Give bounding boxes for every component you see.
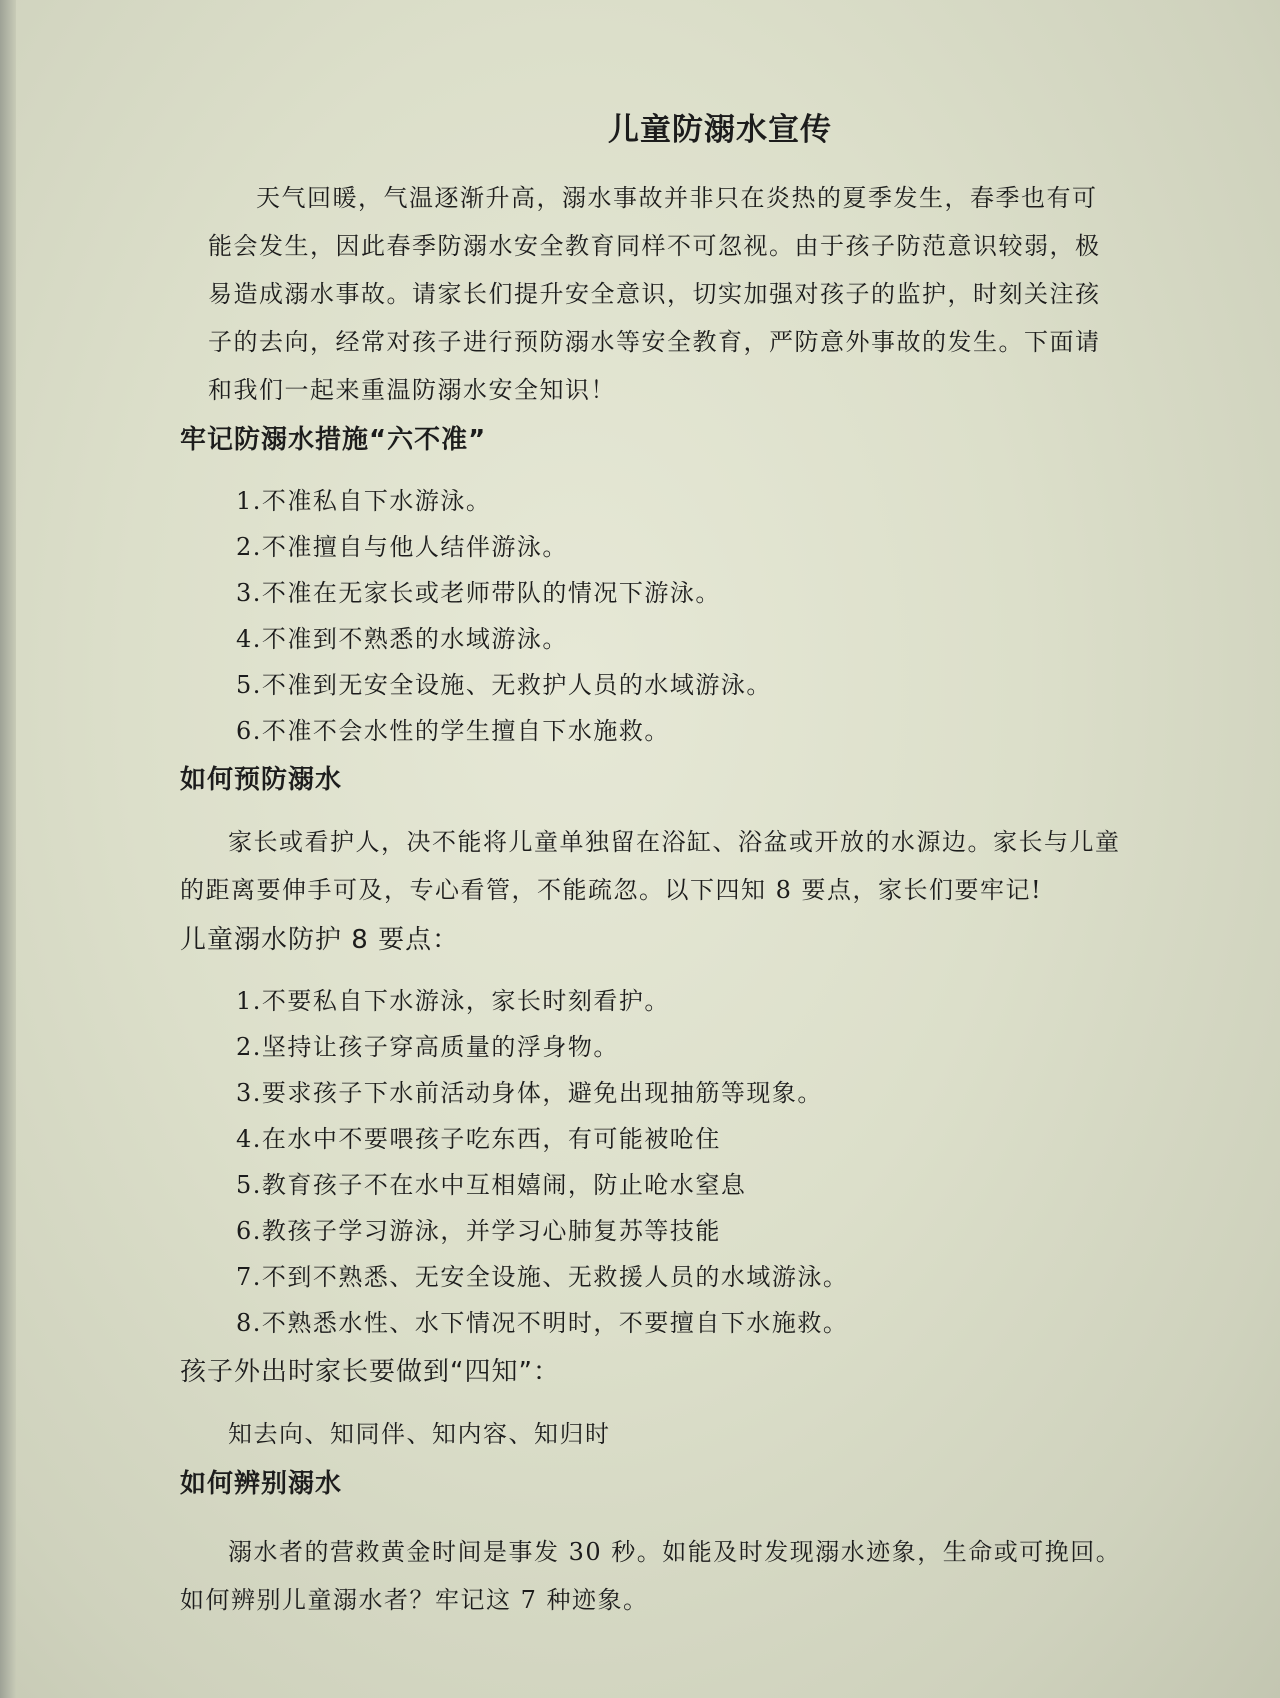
list-item: 7.不到不熟悉、无安全设施、无救援人员的水域游泳。: [236, 1263, 849, 1291]
four-knows-text: 知去向、知同伴、知内容、知归时: [228, 1420, 611, 1448]
section-heading-prevention: 如何预防溺水: [180, 765, 343, 795]
section-heading-identify: 如何辨别溺水: [180, 1469, 343, 1499]
eight-points-list: [180, 978, 1140, 1346]
list-item: 5.不准到无安全设施、无救护人员的水域游泳。: [236, 671, 772, 699]
subheading-eight-points: 儿童溺水防护 8 要点：: [180, 925, 460, 955]
list-item: 4.不准到不熟悉的水域游泳。: [236, 625, 568, 653]
list-item: 6.教孩子学习游泳，并学习心肺复苏等技能: [236, 1217, 721, 1245]
list-item: 8.不熟悉水性、水下情况不明时，不要擅自下水施救。: [236, 1309, 849, 1337]
list-item: 4.在水中不要喂孩子吃东西，有可能被呛住: [236, 1125, 721, 1153]
subheading-four-knows: 孩子外出时家长要做到“四知”：: [180, 1357, 560, 1387]
six-rules-list: [180, 478, 1140, 754]
list-item: 1.不要私自下水游泳，家长时刻看护。: [236, 987, 670, 1015]
list-item: 2.不准擅自与他人结伴游泳。: [236, 533, 568, 561]
list-item: 3.不准在无家长或老师带队的情况下游泳。: [236, 579, 721, 607]
list-item: 2.坚持让孩子穿高质量的浮身物。: [236, 1033, 619, 1061]
list-item: 3.要求孩子下水前活动身体，避免出现抽筋等现象。: [236, 1079, 823, 1107]
identify-paragraph: 溺水者的营救黄金时间是事发 30 秒。如能及时发现溺水迹象，生命或可挽回。如何辨别儿童溺水者？牢记这 7 种迹象。: [180, 1538, 1122, 1614]
list-item: 5.教育孩子不在水中互相嬉闹，防止呛水窒息: [236, 1171, 747, 1199]
document-content: [180, 108, 1140, 1624]
intro-paragraph: 天气回暖，气温逐渐升高，溺水事故并非只在炎热的夏季发生，春季也有可能会发生，因此春季防溺水安全教育同样不可忽视。由于孩子防范意识较弱，极易造成溺水事故。请家长们提升安全意识，切实加强对孩子的监护，时刻关注孩子的去向，经常对孩子进行预防溺水等安全教育，严防意外事故的发生。下面请和我们一起来重温防溺水安全知识！: [208, 184, 1101, 404]
list-item: 6.不准不会水性的学生擅自下水施救。: [236, 717, 670, 745]
section-heading-six-rules: 牢记防溺水措施“六不准”: [180, 425, 487, 455]
prevention-paragraph: 家长或看护人，决不能将儿童单独留在浴缸、浴盆或开放的水源边。家长与儿童的距离要伸手可及，专心看管，不能疏忽。以下四知 8 要点，家长们要牢记!: [180, 828, 1121, 904]
document-title: 儿童防溺水宣传: [608, 112, 832, 148]
list-item: 1.不准私自下水游泳。: [236, 487, 492, 515]
page-edge-shadow: [0, 0, 16, 1698]
